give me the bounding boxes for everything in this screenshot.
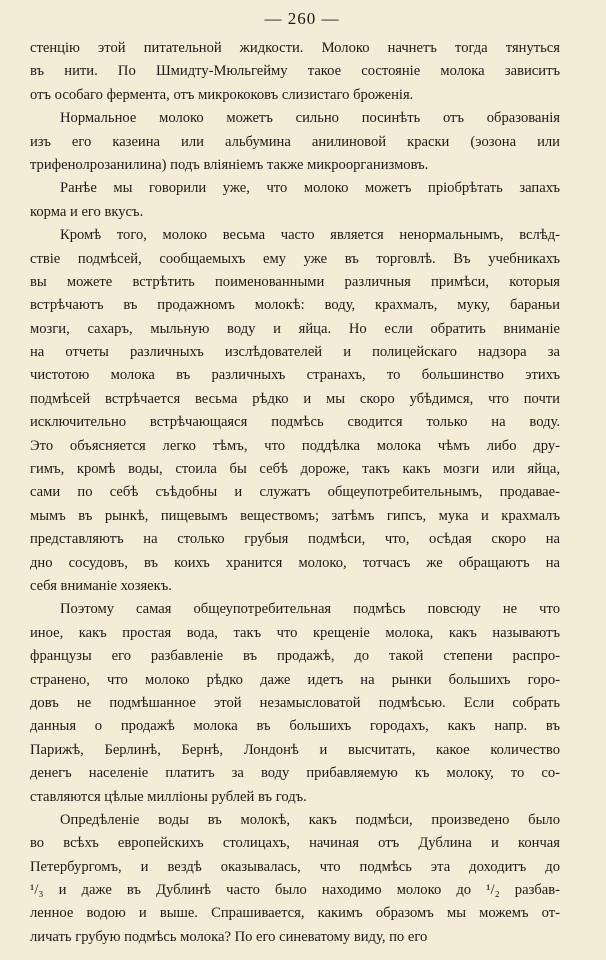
text-line: Нормальное молоко можетъ сильно посинѣть отъ образованія [60,110,560,127]
text-line: данныя о продажѣ молока въ большихъ городахъ, какъ напр. въ [30,718,560,735]
text-line: подмѣсей встрѣчается весьма рѣдко и мы скоро убѣдимся, что почти [30,390,560,407]
text-line: дно сосудовъ, въ коихъ хранится молоко, тотчасъ же обращаютъ на [30,554,560,571]
text-line: Кромѣ того, молоко весьма часто является ненормальнымъ, вслѣд- [60,227,560,244]
text-line: денегъ населеніе платитъ за воду прибавляемую къ молоку, то со- [30,765,560,782]
text-line: стенцію этой питательной жидкости. Молоко начнетъ тогда тянуться [30,40,560,56]
text-line: отъ особаго фермента, отъ микрококовъ слизистаго броженія. [30,86,414,103]
text-line: вы можете встрѣтить поименованными различныя примѣси, которыя [30,273,560,290]
paragraph [30,177,560,224]
text-line: Поэтому самая общеупотребительная подмѣсь повсюду не что [60,601,560,618]
text-line: личать грубую подмѣсь молока? По его синеватому виду, по его [30,928,428,945]
text-line: мозги, сахаръ, мыльную воду и яйца. Но если обратить вниманіе [30,320,560,337]
text-line: Петербургомъ, и вездѣ оказывалась, что подмѣсь эта доходитъ до [30,858,560,875]
text-line: во всѣхъ европейскихъ столицахъ, начиная отъ Дублина и кончая [30,835,560,852]
text-line: довъ не подмѣшанное этой незамысловатой подмѣсью. Если собрать [30,694,560,711]
text-line: Парижѣ, Берлинѣ, Бернѣ, Лондонѣ и высчитать, какое количество [30,741,560,758]
text-line: ставляются цѣлые милліоны рублей въ годъ. [30,788,307,805]
text-line: ленное водою и выше. Спрашивается, какимъ образомъ мы можемъ от- [30,905,560,922]
text-line: корма и его вкусъ. [30,203,144,220]
text-line: себя вниманіе хозяекъ. [30,577,172,594]
text-line: встрѣчаютъ въ продажномъ молокѣ: воду, крахмалъ, муку, бараньи [30,297,560,314]
text-line: странено, что молоко рѣдко даже идетъ на рынки большихъ горо- [30,671,560,688]
text-line: на отчеты различныхъ изслѣдователей и полицейскаго надзора за [30,344,560,361]
paragraph [30,37,560,107]
text-line: исключительно встрѣчающаяся подмѣсь сводится только на воду. [30,414,560,431]
text-line: представляютъ на столько грубыя подмѣси, что, осѣдая скоро на [30,531,560,548]
text-line: иное, какъ простая вода, такъ что крещеніе молока, какъ называютъ [30,624,560,641]
text-line: Ранѣе мы говорили уже, что молоко можетъ пріобрѣтать запахъ [60,180,560,197]
text-line: трифенолрозанилина) подъ вліяніемъ также микроорганизмовъ. [30,156,429,173]
text-line: чистотою молока въ различныхъ странахъ, то большинство этихъ [30,367,560,384]
paragraph [30,809,560,949]
text-line: изъ его казеина или альбумина анилиновой краски (эозона или [30,133,560,150]
paragraph [30,598,560,809]
text-line: французы его разбавленіе въ продажѣ, до такой степени распро- [30,648,560,665]
text-line: гимъ, кромѣ воды, стоила бы себѣ дороже, такъ какъ мозги или яйца, [30,461,560,478]
body-text [30,37,560,949]
paragraph [30,224,560,598]
text-line: въ нити. По Шмидту-Мюльгейму такое состояніе молока зависитъ [30,63,560,80]
text-line: мымъ въ рынкѣ, пищевымъ веществомъ; затѣмъ гипсъ, мука и крахмалъ [30,507,560,524]
text-line: сами по себѣ съѣдобны и служатъ общеупотребительнымъ, продавае- [30,484,560,501]
text-line: Опредѣленіе воды въ молокѣ, какъ подмѣси, произведено было [60,811,560,828]
page-number: — 260 — [264,9,340,28]
text-line: ¹/₃ и даже въ Дублинѣ часто было находимо молоко до ¹/₂ разбав- [30,882,560,899]
paragraph [30,107,560,177]
text-line: Это объясняется легко тѣмъ, что поддѣлка молока чѣмъ либо дру- [30,437,560,454]
text-line: ствіе подмѣсей, сообщаемыхъ ему уже въ торговлѣ. Въ учебникахъ [30,250,560,267]
